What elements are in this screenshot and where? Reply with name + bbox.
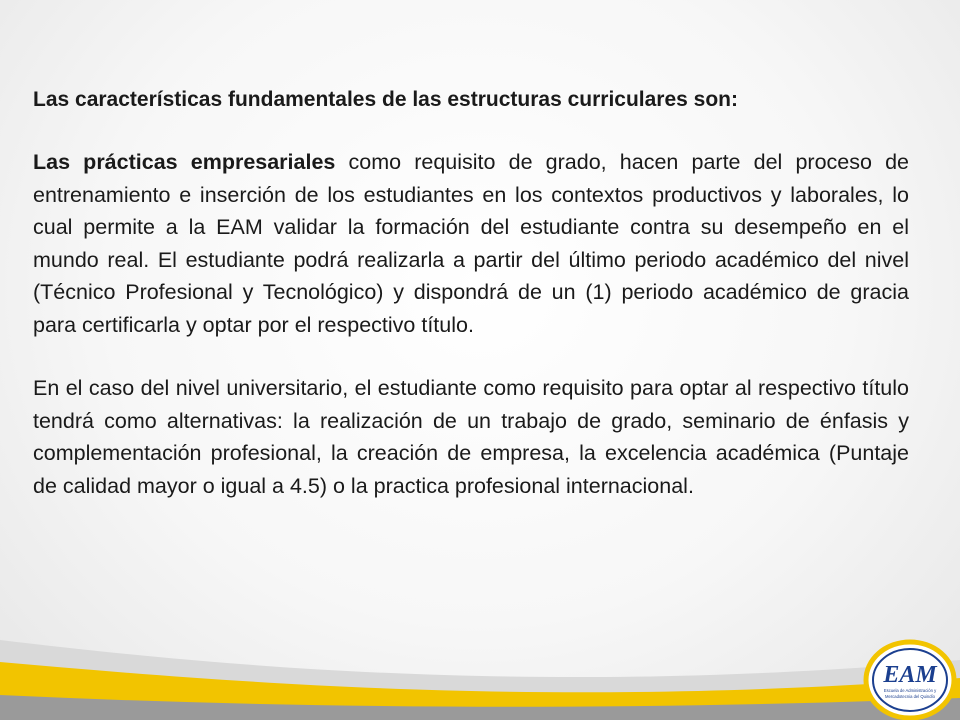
slide-content [33, 84, 909, 533]
bottom-swoosh-decoration [0, 600, 960, 720]
paragraph-practicas-bold-lead: Las prácticas empresariales [33, 150, 336, 174]
logo-wordmark: EAM [883, 662, 937, 688]
paragraph-practicas [33, 146, 909, 341]
paragraph-universitario: En el caso del nivel universitario, el estudiante como requisito para optar al respectivo título tendrá como alternativas: la realización de un trabajo de grado, seminario de énfasis y complementación profesional, la creación de empresa, la excelencia académica (Puntaje de calidad mayor o igual a 4.5) o la practica profesional internacional. [33, 376, 909, 498]
logo-subtitle-line2: Mercadotecnia del Quindío [884, 694, 936, 699]
slide-heading: Las características fundamentales de las estructuras curriculares son: [33, 88, 738, 111]
paragraph-practicas-text: como requisito de grado, hacen parte del proceso de entrenamiento e inserción de los estudiantes en los contextos productivos y laborales, lo cual permite a la EAM validar la formación del estudiante contra su desempeño en el mundo real. El estudiante podrá realizarla a partir del último periodo académico del nivel (Técnico Profesional y Tecnológico) y dispondrá de un (1) periodo académico de gracia para certificarla y optar por el respectivo título. [33, 150, 910, 337]
eam-logo [862, 630, 958, 720]
logo-subtitle-line1: Escuela de Administración y [883, 688, 937, 693]
